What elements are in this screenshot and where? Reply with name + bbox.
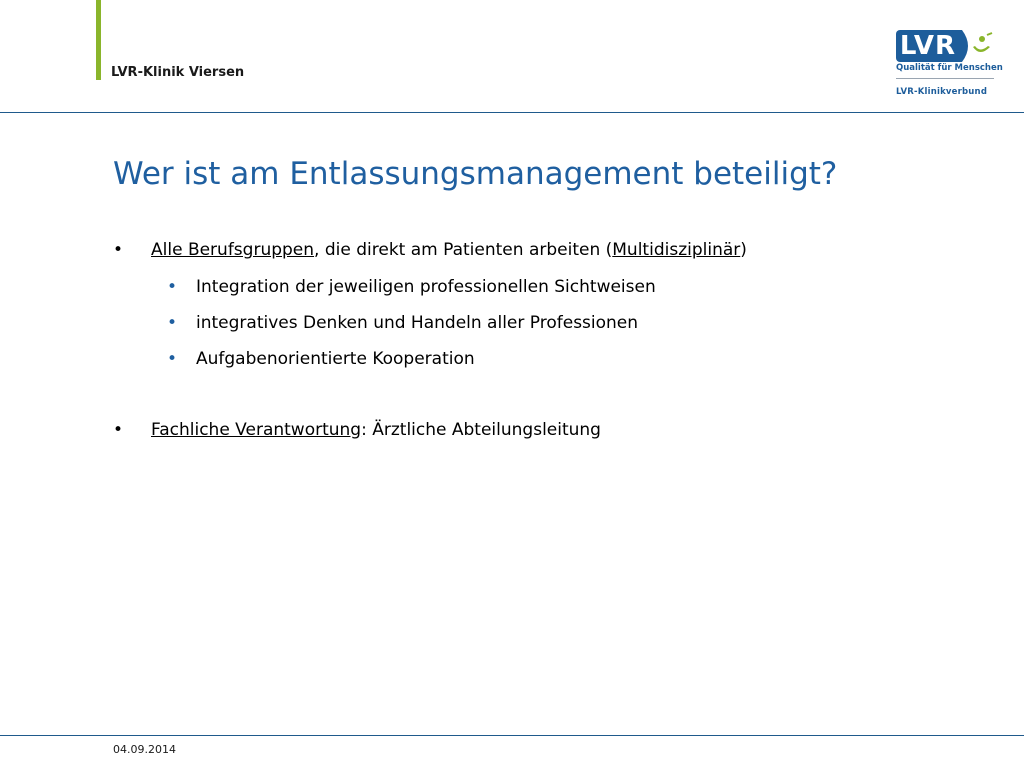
sub-bullet-text: Integration der jeweiligen professionellen Sichtweisen: [196, 277, 656, 297]
logo-tagline: Qualität für Menschen: [896, 63, 1003, 73]
bullet-text-end: ): [740, 240, 747, 260]
smiling-face-icon: [960, 30, 994, 62]
slide-date: 04.09.2014: [113, 743, 176, 756]
footer-divider: [0, 735, 1024, 736]
organization-name: LVR-Klinik Viersen: [111, 65, 245, 80]
header-divider: [0, 112, 1024, 113]
bullet-dot: •: [113, 240, 124, 260]
bullet-link-berufsgruppen[interactable]: Alle Berufsgruppen: [151, 240, 315, 260]
sub-bullet-item: [113, 347, 993, 371]
lvr-logo: [896, 30, 1003, 102]
accent-bar: [96, 0, 101, 80]
sub-bullet-text: Aufgabenorientierte Kooperation: [196, 349, 475, 369]
bullet-dot: •: [113, 420, 124, 440]
logo-mark: LVR: [896, 30, 960, 62]
bullet-text: , die direkt am Patienten arbeiten (: [314, 240, 613, 260]
logo-divider: [896, 78, 994, 79]
logo-network-name: LVR-Klinikverbund: [896, 87, 988, 97]
sub-bullet-text: integratives Denken und Handeln aller Professionen: [196, 313, 639, 333]
sub-bullet-item: [113, 311, 993, 335]
slide-title: Wer ist am Entlassungsmanagement beteiligt?: [113, 156, 838, 192]
bullet-text-end: : Ärztliche Abteilungsleitung: [361, 420, 601, 440]
bullet-link-multidisziplinaer[interactable]: Multidisziplinär: [612, 240, 741, 260]
bullet-item: [113, 418, 993, 442]
sub-bullet-dot: •: [167, 349, 178, 369]
sub-bullet-dot: •: [167, 277, 178, 297]
sub-bullet-item: [113, 275, 993, 299]
sub-bullet-dot: •: [167, 313, 178, 333]
bullet-item: [113, 238, 993, 262]
bullet-list: [113, 238, 993, 442]
bullet-link-verantwortung[interactable]: Fachliche Verantwortung: [151, 420, 362, 440]
